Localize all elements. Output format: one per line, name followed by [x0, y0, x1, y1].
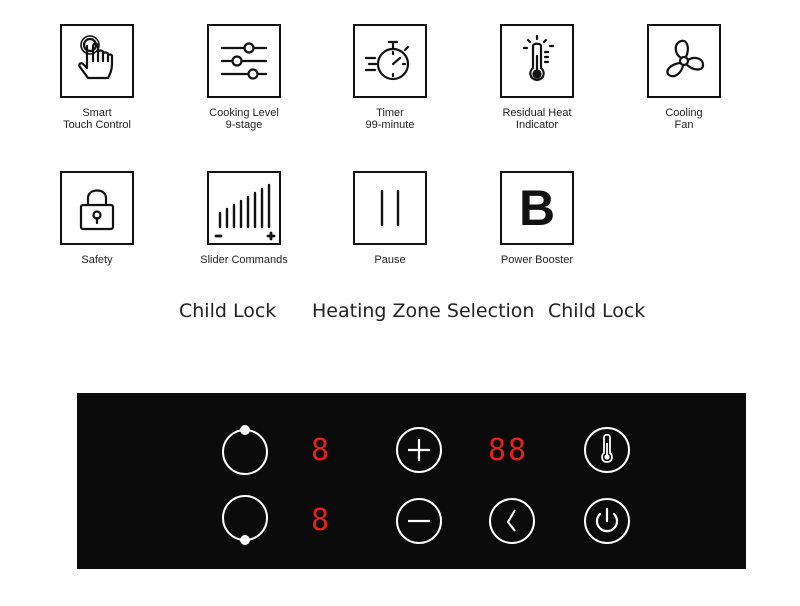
feature-pause — [320, 171, 460, 266]
zone-bottom-display: 8 — [311, 503, 332, 538]
feature-caption — [320, 107, 460, 131]
timer-display: 88 — [488, 433, 529, 468]
zone-select-top-button[interactable] — [218, 422, 272, 476]
booster-b-icon — [500, 171, 574, 245]
heating-zone-label: Heating Zone Selection — [312, 300, 535, 322]
caption-line: Timer — [376, 107, 404, 119]
caption-line: Fan — [674, 119, 694, 131]
caption-line: Cooling — [665, 107, 703, 119]
caption-line: Cooking Level — [209, 107, 279, 119]
caption-line: Smart — [82, 107, 112, 119]
feature-slider-commands — [174, 171, 314, 266]
caption-line: 9-stage — [225, 119, 263, 131]
feature-caption — [27, 107, 167, 131]
feature-caption — [320, 254, 460, 266]
caption-line: Safety — [81, 254, 113, 266]
feature-residual-heat — [467, 24, 607, 131]
zone-top-display: 8 — [311, 433, 332, 468]
feature-safety — [27, 171, 167, 266]
touch-hand-icon — [60, 24, 134, 98]
plus-button[interactable] — [394, 425, 444, 475]
feature-timer — [320, 24, 460, 131]
timer-button[interactable] — [487, 496, 537, 546]
power-button[interactable] — [582, 496, 632, 546]
feature-caption — [467, 254, 607, 266]
feature-cooking-level — [174, 24, 314, 131]
feature-caption — [27, 254, 167, 266]
feature-cooling-fan — [614, 24, 754, 131]
minus-button[interactable] — [394, 496, 444, 546]
feature-caption — [467, 107, 607, 131]
child-lock-label-right: Child Lock — [548, 300, 646, 322]
caption-line: Indicator — [515, 119, 559, 131]
caption-line: Residual Heat — [502, 107, 572, 119]
caption-line: 99-minute — [365, 119, 415, 131]
feature-caption — [174, 107, 314, 131]
sliders-icon — [207, 24, 281, 98]
caption-line: Slider Commands — [200, 254, 288, 266]
control-panel — [77, 393, 746, 569]
booster-glyph: B — [518, 180, 556, 236]
stopwatch-icon — [353, 24, 427, 98]
zone-select-bottom-button[interactable] — [218, 494, 272, 548]
feature-caption — [614, 107, 754, 131]
padlock-icon — [60, 171, 134, 245]
slider-bars-icon — [207, 171, 281, 245]
thermometer-icon — [500, 24, 574, 98]
residual-heat-button[interactable] — [582, 425, 632, 475]
caption-line: Touch Control — [63, 119, 131, 131]
caption-line: Pause — [374, 254, 406, 266]
fan-icon — [647, 24, 721, 98]
pause-icon — [353, 171, 427, 245]
feature-caption — [174, 254, 314, 266]
feature-smart-touch-control — [27, 24, 167, 131]
caption-line: Power Booster — [500, 254, 574, 266]
feature-power-booster — [467, 171, 607, 266]
child-lock-label-left: Child Lock — [179, 300, 277, 322]
